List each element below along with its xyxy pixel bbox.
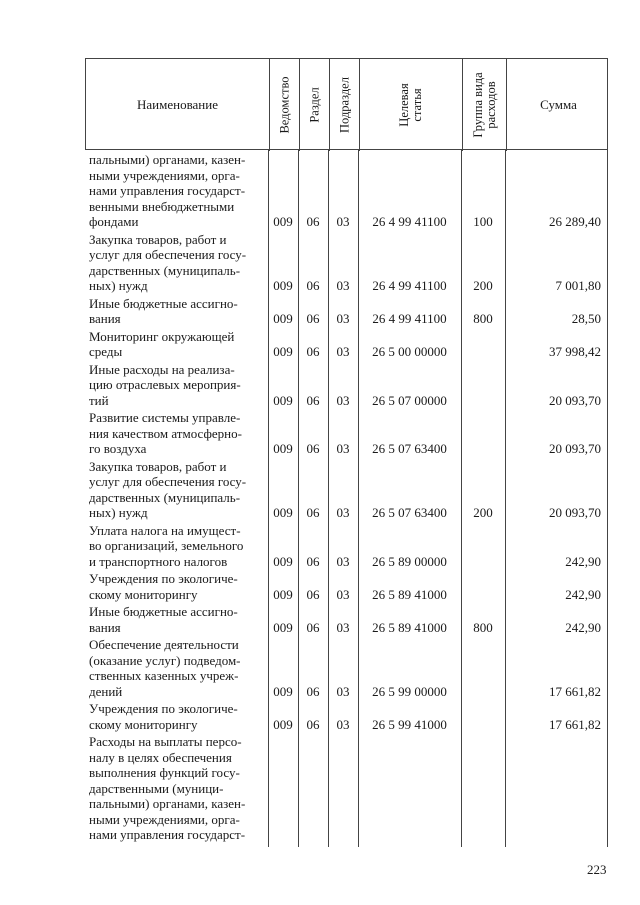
row-name-line: вания [89, 619, 121, 635]
header-vedomstvo-cell [269, 59, 299, 151]
row-summa: 242,90 [565, 586, 601, 602]
row-podrazdel: 03 [336, 683, 350, 699]
row-name [89, 296, 264, 327]
header-podrazdel: Подраздел [337, 77, 351, 133]
row-name-line: ными учреждениями, орга- [89, 167, 240, 183]
row-summa: 37 998,42 [549, 344, 601, 359]
header-gruppa-line2: расходов [483, 81, 498, 129]
row-summa: 17 661,82 [549, 716, 601, 732]
row-summa: 28,50 [571, 311, 601, 326]
row-summa: 20 093,70 [549, 505, 601, 520]
row-summa: 20 093,70 [549, 392, 601, 408]
row-vedomstvo: 009 [273, 716, 293, 732]
header-gruppa [472, 72, 498, 137]
table-row [85, 701, 608, 732]
row-name-line: среды [89, 344, 123, 359]
row-name-line: Иные бюджетные ассигно- [89, 604, 238, 619]
row-name-line: услуг для обеспечения госу- [89, 474, 247, 489]
row-name [89, 329, 264, 360]
row-name [89, 734, 264, 843]
header-tselevaya [398, 83, 424, 126]
header-summa-cell [506, 59, 609, 151]
row-tselevaya: 26 4 99 41100 [372, 214, 447, 229]
row-summa: 26 289,40 [549, 214, 601, 229]
row-podrazdel: 03 [336, 278, 350, 293]
row-name-line: скому мониторингу [89, 586, 198, 602]
row-name [89, 152, 264, 230]
row-gruppa: 100 [473, 214, 493, 229]
row-name [89, 459, 264, 521]
row-gruppa: 800 [473, 311, 493, 326]
row-name-line: Иные расходы на реализа- [89, 361, 235, 377]
row-tselevaya: 26 5 07 00000 [372, 392, 447, 408]
row-podrazdel: 03 [336, 716, 350, 732]
row-name [89, 701, 264, 732]
row-name-line: Уплата налога на имущест- [89, 522, 241, 538]
header-razdel-cell [299, 59, 329, 151]
row-name-line: ственных казенных учреж- [89, 668, 239, 683]
row-name-line: дарственных (муниципаль- [89, 489, 241, 505]
row-name [89, 410, 264, 457]
row-podrazdel: 03 [336, 344, 350, 359]
row-name-line: Иные бюджетные ассигно- [89, 295, 238, 311]
header-tselevaya-line2: статья [410, 88, 424, 122]
table-row [85, 459, 608, 521]
row-podrazdel: 03 [336, 311, 350, 326]
row-vedomstvo: 009 [273, 683, 293, 699]
row-razdel: 06 [306, 619, 320, 635]
row-razdel: 06 [306, 716, 320, 732]
row-razdel: 06 [306, 344, 320, 359]
row-vedomstvo: 009 [273, 392, 293, 408]
table-row [85, 296, 608, 327]
row-name [89, 571, 264, 602]
table-row [85, 329, 608, 360]
row-name-line: ными учреждениями, орга- [89, 811, 240, 827]
row-gruppa: 800 [473, 619, 493, 635]
row-podrazdel: 03 [336, 619, 350, 635]
row-name-line: ных) нужд [89, 505, 148, 520]
row-summa: 17 661,82 [549, 683, 601, 699]
row-name-line: услуг для обеспечения госу- [89, 247, 247, 262]
row-name-line: вания [89, 311, 121, 326]
row-vedomstvo: 009 [273, 214, 293, 229]
row-vedomstvo: 009 [273, 311, 293, 326]
row-name-line: дарственных (муниципаль- [89, 262, 241, 278]
row-name-line: нами управления государст- [89, 183, 246, 198]
row-vedomstvo: 009 [273, 505, 293, 520]
table-row [85, 734, 608, 843]
row-name-line: Закупка товаров, работ и [89, 458, 227, 474]
row-razdel: 06 [306, 392, 320, 408]
row-name-line: ния качеством атмосферно- [89, 425, 242, 441]
row-vedomstvo: 009 [273, 441, 293, 456]
table-row [85, 604, 608, 635]
row-vedomstvo: 009 [273, 278, 293, 293]
row-name-line: венными внебюджетными [89, 198, 235, 214]
header-name: Наименование [137, 97, 218, 112]
row-tselevaya: 26 5 00 00000 [372, 344, 447, 359]
row-name-line: выполнения функций госу- [89, 765, 240, 780]
row-name-line: Расходы на выплаты персо- [89, 734, 242, 749]
row-vedomstvo: 009 [273, 553, 293, 569]
row-name-line: фондами [89, 214, 139, 229]
row-podrazdel: 03 [336, 553, 350, 569]
row-razdel: 06 [306, 214, 320, 229]
row-tselevaya: 26 5 89 41000 [372, 586, 447, 602]
row-razdel: 06 [306, 311, 320, 326]
header-tselevaya-line1: Целевая [397, 83, 411, 127]
row-razdel: 06 [306, 683, 320, 699]
row-tselevaya: 26 5 99 00000 [372, 683, 447, 699]
row-name-line: Закупка товаров, работ и [89, 231, 227, 247]
row-name-line: Учреждения по экологиче- [89, 701, 238, 716]
row-name [89, 604, 264, 635]
table-row [85, 410, 608, 457]
row-name-line: Развитие системы управле- [89, 410, 241, 425]
row-razdel: 06 [306, 505, 320, 520]
header-podrazdel-cell [329, 59, 359, 151]
row-name [89, 362, 264, 409]
header-vedomstvo: Ведомство [277, 76, 291, 134]
row-summa: 242,90 [565, 619, 601, 635]
row-podrazdel: 03 [336, 586, 350, 602]
table-row [85, 152, 608, 230]
row-razdel: 06 [306, 553, 320, 569]
header-name-cell [86, 59, 269, 151]
header-gruppa-cell [462, 59, 506, 151]
row-name-line: нами управления государст- [89, 827, 246, 842]
row-summa: 20 093,70 [549, 441, 601, 456]
header-gruppa-line1: Группа вида [470, 72, 485, 138]
row-name-line: пальными) органами, казен- [89, 152, 246, 167]
header-razdel: Раздел [307, 87, 321, 123]
row-tselevaya: 26 5 99 41000 [372, 716, 447, 732]
row-name [89, 523, 264, 570]
row-tselevaya: 26 5 89 41000 [372, 619, 447, 635]
row-name-line: цию отраслевых мероприя- [89, 377, 241, 392]
row-podrazdel: 03 [336, 505, 350, 520]
header-tselevaya-cell [359, 59, 462, 151]
row-name-line: и транспортного налогов [89, 553, 228, 569]
row-name-line: (оказание услуг) подведом- [89, 652, 241, 668]
table-row [85, 232, 608, 294]
row-name [89, 637, 264, 699]
row-vedomstvo: 009 [273, 586, 293, 602]
row-podrazdel: 03 [336, 392, 350, 408]
row-name-line: го воздуха [89, 441, 147, 456]
row-name-line: налу в целях обеспечения [89, 749, 232, 765]
row-name-line: дений [89, 683, 123, 699]
table-row [85, 523, 608, 570]
row-tselevaya: 26 5 07 63400 [372, 505, 447, 520]
row-name-line: Учреждения по экологиче- [89, 571, 238, 586]
header-summa: Сумма [540, 97, 577, 112]
row-podrazdel: 03 [336, 214, 350, 229]
row-tselevaya: 26 5 07 63400 [372, 441, 447, 456]
row-summa: 242,90 [565, 553, 601, 569]
row-vedomstvo: 009 [273, 619, 293, 635]
row-tselevaya: 26 4 99 41100 [372, 311, 447, 326]
table-row [85, 362, 608, 409]
row-vedomstvo: 009 [273, 344, 293, 359]
row-name [89, 232, 264, 294]
row-tselevaya: 26 5 89 00000 [372, 553, 447, 569]
page-number: 223 [587, 862, 607, 877]
row-name-line: дарственными (муници- [89, 780, 224, 796]
row-podrazdel: 03 [336, 441, 350, 456]
row-name-line: Мониторинг окружающей [89, 328, 235, 344]
table-row [85, 637, 608, 699]
row-tselevaya: 26 4 99 41100 [372, 278, 447, 293]
row-razdel: 06 [306, 586, 320, 602]
table-header [85, 58, 608, 150]
table-row [85, 571, 608, 602]
row-summa: 7 001,80 [555, 278, 601, 293]
row-gruppa: 200 [473, 505, 493, 520]
row-razdel: 06 [306, 278, 320, 293]
row-name-line: Обеспечение деятельности [89, 637, 239, 652]
row-name-line: тий [89, 392, 109, 408]
row-name-line: во организаций, земельного [89, 538, 244, 553]
table-body [85, 150, 608, 847]
row-gruppa: 200 [473, 278, 493, 293]
row-razdel: 06 [306, 441, 320, 456]
row-name-line: ных) нужд [89, 278, 148, 293]
row-name-line: пальными) органами, казен- [89, 796, 246, 811]
row-name-line: скому мониторингу [89, 716, 198, 732]
